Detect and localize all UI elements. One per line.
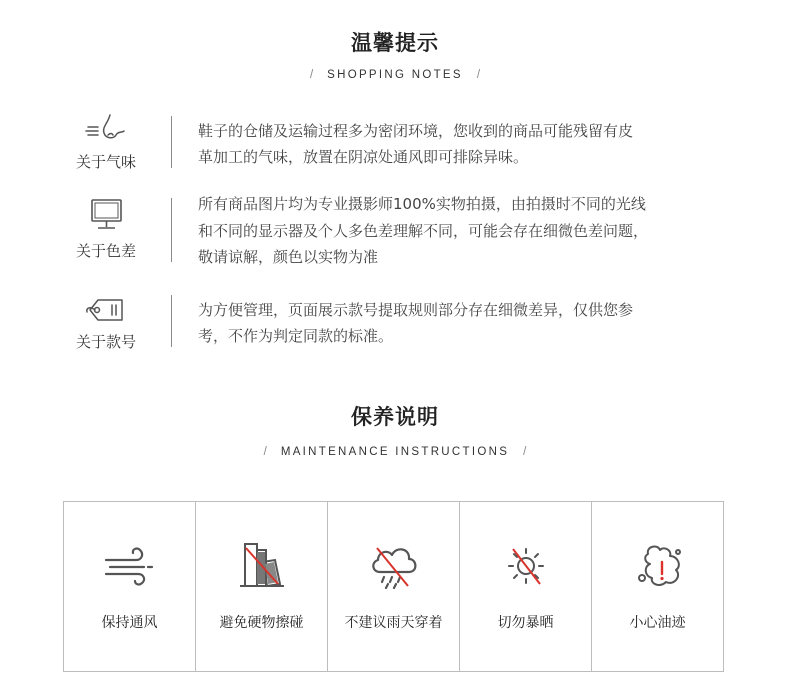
note-label-style-number: 关于款号 — [75, 333, 136, 351]
divider-line — [171, 116, 172, 168]
wind-icon — [100, 540, 160, 590]
maintenance-label: 不建议雨天穿着 — [344, 615, 443, 631]
tag-icon — [78, 292, 134, 328]
shopping-notes-subtitle — [0, 69, 790, 81]
maintenance-label: 小心油迹 — [629, 615, 686, 631]
note-line: 所有商品图片均为专业摄影师100%实物拍摄，由拍摄时不同的光线 — [198, 195, 646, 213]
subtitle-text: SHOPPING NOTES — [327, 69, 463, 81]
subtitle-slash-left: / — [263, 446, 267, 458]
maintenance-label: 切勿暴晒 — [497, 615, 554, 631]
note-line: 革加工的气味，放置在阴凉处通风即可排除异味。 — [198, 148, 529, 166]
note-line: 敬请谅解，颜色以实物为准 — [198, 248, 379, 266]
avoid-hard-objects-icon — [232, 540, 292, 590]
maintenance-item-ventilate — [64, 502, 196, 671]
monitor-icon — [78, 197, 134, 233]
note-label-smell: 关于气味 — [75, 153, 136, 171]
note-label-color: 关于色差 — [75, 242, 136, 260]
maintenance-item-no-rain — [328, 502, 460, 671]
divider-line — [171, 198, 172, 262]
oil-stain-icon — [628, 540, 688, 590]
subtitle-text: MAINTENANCE INSTRUCTIONS — [280, 446, 510, 458]
maintenance-item-no-sun — [460, 502, 592, 671]
subtitle-slash-left: / — [309, 69, 314, 81]
no-rain-icon — [364, 540, 424, 590]
note-text-style-number — [198, 297, 738, 349]
maintenance-label: 保持通风 — [101, 615, 158, 631]
maintenance-title: 保养说明 — [351, 405, 439, 429]
maintenance-item-avoid-scratch — [196, 502, 328, 671]
note-line: 鞋子的仓储及运输过程多为密闭环境，您收到的商品可能残留有皮 — [198, 122, 634, 140]
maintenance-item-oil — [592, 502, 723, 671]
note-text-smell — [198, 118, 738, 170]
note-line: 为方便管理，页面展示款号提取规则部分存在细微差异，仅供您参 — [198, 301, 634, 319]
subtitle-slash-right: / — [476, 69, 481, 81]
divider-line — [171, 295, 172, 347]
subtitle-slash-right: / — [523, 446, 527, 458]
no-sun-icon — [496, 540, 556, 590]
note-line: 和不同的显示器及个人多色差理解不同，可能会存在细微色差问题， — [198, 221, 649, 240]
nose-icon — [78, 111, 134, 147]
note-text-color — [198, 191, 738, 271]
note-line: 考，不作为判定同款的标准。 — [198, 327, 394, 345]
maintenance-grid — [63, 501, 724, 672]
shopping-notes-title: 温馨提示 — [351, 31, 439, 55]
maintenance-subtitle — [0, 446, 790, 458]
maintenance-label: 避免硬物擦碰 — [219, 615, 304, 631]
